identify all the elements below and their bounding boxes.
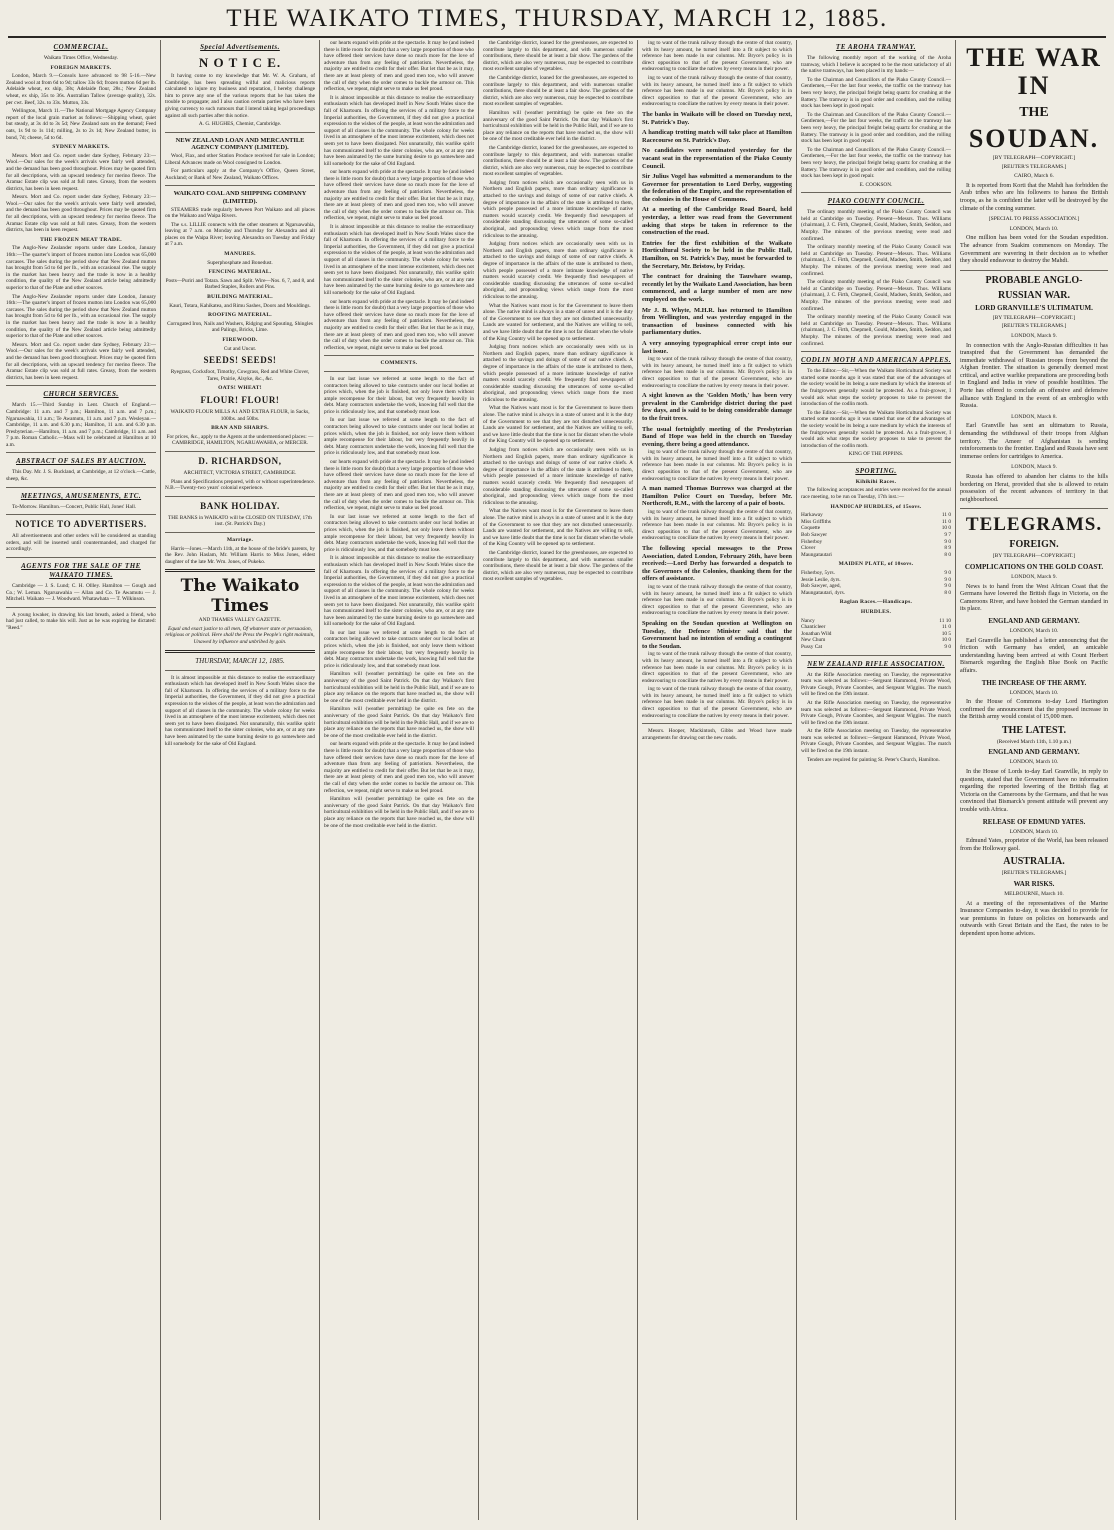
horse-name: Harkaway [801, 512, 823, 519]
telegraph-tag: [BY TELEGRAPH—COPYRIGHT.] [992, 155, 1076, 161]
trotting-item: A handicap trotting match will take place at Hamilton Racecourse on St. Patrick's Day. [642, 129, 792, 144]
divider [642, 723, 792, 724]
frozen-meat-heading: THE FROZEN MEAT TRADE. [40, 236, 122, 243]
local-text: ing to want of the trunk railway through the centre of that country, with its heavy amount, he turned itself into a fit subject to which reference has been made in our columns. Mr. Bryce's policy is in direct opposition to that of the present Government, who are endeavouring to conciliate the natives by every means in their power. [642, 40, 792, 73]
horse-weight: 9 0 [944, 583, 951, 590]
russia-text-3: Russia has offered to abandon her claims to the hills bordering on Herat, provided that she is allowed to retain possession of the recent advances of territory in that neighbourhood. [960, 474, 1108, 503]
divider [6, 385, 156, 386]
firewood-heading: FIREWOOD. [222, 337, 258, 343]
divider [960, 508, 1108, 509]
race-entry-row [801, 519, 951, 526]
yates-dateline: LONDON, March 10. [1009, 828, 1059, 835]
horse-name: Bob Sawyer, aged, [801, 583, 841, 590]
roofing-heading: ROOFING MATERIAL. [208, 312, 272, 319]
reuters-tag: [REUTER'S TELEGRAMS.] [1001, 323, 1067, 330]
war-headline-line-2: THE [1019, 105, 1049, 120]
rifle-association-text-3: At the Rifle Association meeting on Tuesday, the representative team was selected as follows:—Sergeant Hammond, Private Wood, Private Gough, Private Coombes, and Sergeant Wiggins. The match will be fired on the 19th instant. [801, 728, 951, 755]
gold-coast-dateline: LONDON, March 9. [1011, 573, 1057, 580]
race-entry-row [801, 577, 951, 584]
column-rule [319, 40, 320, 1520]
melbourne-dateline: MELBOURNE, March 10. [1004, 891, 1064, 897]
wellington-market-text: Wellington, March 11.—The National Mortgage Agency Company report of the local grain market as follows:—Shipping wheat, quiet but steady, at 3s 4d to 3s 5d; New Zealand oats on the demand; Feed oats, 1s 9d to 1s 11d; milling, 2s to 2s 1d; New Zealand butter, in bond, 7d; cheese, 5d to 6d. [6, 108, 156, 141]
prices-text: For prices, &c., apply to the Agents at the undermentioned places: — CAMBRIDGE, HAMILTON, NGARUAWAHIA, or MERCER. [166, 433, 314, 447]
rifle-association-text: At the Rifle Association meeting on Tuesday, the representative team was selected as follows:—Sergeant Hammond, Private Wood, Private Gough, Private Coombes, and Sergeant Wiggins. The match will be fired on the 19th instant. [801, 671, 951, 698]
marriage-text: Harris—Jones.—March 11th, at the house of the bride's parents, by the Rev. John Haslam, Mr. William Harris to Miss Jones, eldest daughter of the late Mr. Wm. Jones, of Pukeko. [165, 545, 315, 565]
richardson-text: Plans and Specifications prepared, with or without superintendence. N.B.—Twenty-two years' colonial experience. [165, 478, 315, 492]
anglo-russian-headline-1: PROBABLE ANGLO- [985, 274, 1083, 286]
divider [801, 462, 951, 463]
horse-name: Maungatautari [801, 551, 832, 558]
column-editorial-2 [483, 40, 633, 1520]
native-chiefs-text-2: Judging from notices which are occasionally seen with us in Northern and English papers, more than ordinary significance is attached to the savings and doings of some of our native chiefs. A degree of importance in the affairs of the state is attributed to them, which people possessed of a more intimate knowledge of native matters would scarcely credit. We frequently find newspapers of considerable standing discussing the utterances of some so-called aboriginal, and propounding views which range from the most ridiculous to the amusing. [483, 241, 633, 300]
comments-text-4: In our last issue we referred at some length to the fact of contractors being allowed to take contracts under our local bodies at prices which, when the job is finished, not only leave them without ample recompense for their labour, but very frequently heavily in debt. Many contractors undertake the work, knowing full well that the price is ridiculously low, and that somebody must lose. [324, 513, 474, 553]
divider [6, 487, 156, 488]
richardson-heading: D. RICHARDSON, [198, 455, 282, 466]
reuters-tag: [REUTER'S TELEGRAMS.] [1001, 163, 1067, 170]
nzla-text: Wool, Flax, and other Station Produce received for sale in London; Liberal Advances made on Wool consigned to London. [165, 152, 315, 166]
seeds-heading: SEEDS! SEEDS! [203, 355, 277, 366]
russia-text-2: Earl Granville has sent an ultimatum to Russia, demanding the withdrawal of their troops from Afghan territory. The Ameer of Afghanistan is sending reinforcements to the frontier. England and Russia have sent immense orders for cartridges to America. [960, 423, 1108, 460]
rifle-association-heading: NEW ZEALAND RIFLE ASSOCIATION. [807, 659, 945, 668]
soudan-question-text-2: ing to want of the trunk railway through the centre of that country, with its heavy amount, he turned itself into a fit subject to which reference has been made in our columns. Mr. Bryce's policy is in direct opposition to that of the present Government, who are endeavouring to conciliate the natives by every means in their power. [642, 686, 792, 719]
roofing-text: Corrugated Iron, Nails and Washers, Ridging and Spouting, Shingles and Palings, Bricks, Lime. [167, 320, 313, 334]
tramway-report-2: To the Chairman and Councillors of the Piako County Council.—Gentlemen,—For the last four weeks, the traffic on the tramway has been very heavy, the principal freight being quartz for crushing at the Battery. The tramway is in good order and condition, and the rolling stock has been kept in good repair. [801, 111, 951, 145]
masthead-rule [8, 36, 1106, 38]
editorial-continued-4: It is almost impossible at this distance to realise the extraordinary enthusiasm which has developed itself in New South Wales since the fall of Khartoum. In offering the services of a military force to the Imperial authorities, the Government, if they did not give a practical expression to the wishes of the people, at least won the admiration and support of all classes in the community. The whole colony for weeks lived in an atmosphere of the most intense excitement, which does not seem yet to have been dissipated. Not unnaturally, this warlike spirit has communicated itself to the sister colonies, who are, or at any rate have been animated by the same burning desire to go somewhere and kill somebody for the sake of Old England. [324, 224, 474, 296]
horse-name: Clover [801, 545, 816, 552]
telegrams-headline: TELEGRAMS. [965, 514, 1103, 536]
codlin-moth-signature: KING OF THE PIPPINS. [848, 451, 904, 458]
sporting-heading: SPORTING. [855, 466, 897, 475]
column-editorial [324, 40, 474, 1520]
agents-text: Cambridge — J. S. Lund; C. H. Ollley. Hamilton — Gough and Co.; W. Leman. Ngaruawahia — Allan and Co. Te Awamutu — J. Mitchell. Waikato — J. Woodward. Whatawhata — T. Wilkinson. [6, 583, 156, 603]
horse-name: Maungatautari, 4yrs. [801, 589, 845, 596]
divider [165, 132, 315, 133]
column-telegrams [960, 40, 1108, 1520]
horse-weight: 9 0 [944, 576, 951, 583]
granville-headline: LORD GRANVILLE'S ULTIMATUM. [975, 303, 1093, 312]
horse-weight: 9 0 [944, 570, 951, 576]
seeds-text: Ryegrass, Cocksfoot, Timothy, Cowgrass, Red and White Clover, Tares, Prairie, Alsyke, &c., &c. [170, 369, 310, 382]
race-entry-row [801, 570, 951, 577]
horse-name: Pussy Cat [801, 643, 823, 650]
horse-name: Bob Sawyer [801, 532, 828, 539]
sydney-heading: SYDNEY MARKETS. [52, 144, 110, 151]
paper-nameplate: The Waikato Times [180, 576, 300, 617]
race-entry-row [801, 539, 951, 546]
building-heading: BUILDING MATERIAL. [207, 294, 273, 301]
tramway-report-3: To the Chairman and Councillors of the Piako County Council.—Gentlemen,—For the last four weeks, the traffic on the tramway has been very heavy, the principal freight being quartz for crushing at the Battery. The tramway is in good order and condition, and the rolling stock has been kept in good repair. [801, 146, 951, 180]
frozen-meat-text: The Anglo-New Zealander reports under date London, January 16th:—The quarter's import of frozen mutton into London was 65,000 carcases. The sales during the period show that New Zealand mutton has brought from 5d to 6d per lb., with an occasional rise. The supply in the market has been heavy and the trade is now in a healthy condition, the quality of the New Zealand article being admittedly superior to that of the Plate and other sources. [6, 245, 156, 291]
horse-weight: 8 9 [944, 545, 951, 552]
notice-ad-title: N O T I C E. [198, 55, 282, 70]
army-text: In the House of Commons to-day Lord Hartington confirmed the announcement that the proposed increase in the British army would consist of 15,000 men. [960, 699, 1108, 721]
london-dateline: LONDON, March 10. [1009, 225, 1059, 232]
frozen-meat-text-cont: The Anglo-New Zealander reports under date London, January 16th:—The quarter's import of frozen mutton into London was 65,000 carcases. The sales during the period show that New Zealand mutton has brought from 5d to 6d per lb., with an occasional rise. The supply in the market has been heavy and the trade is now in a healthy condition, the quality of the New Zealand article being admittedly superior to that of the Plate and other sources. [6, 293, 156, 340]
burrows-text: ing to want of the trunk railway through the centre of that country, with its heavy amount, he turned itself into a fit subject to which reference has been made in our columns. Mr. Bryce's policy is in direct opposition to that of the present Government, who are endeavouring to conciliate the natives by every means in their power. [642, 509, 792, 542]
column-local-news [642, 40, 792, 1520]
divider [324, 355, 474, 356]
horse-name: Nancy [801, 617, 815, 624]
fencing-text: Posts—Puriri and Totara. Sawn and Split. Wire—Nos. 6, 7, and 8, and Barbed Staples, Rollers and Pins. [165, 277, 315, 291]
masthead-title: THE WAIKATO TIMES, THURSDAY, MARCH 12, 1885. [226, 5, 888, 32]
horse-name: Chanticleer [801, 624, 826, 631]
commercial-dateline: Waikato Times Office, Wednesday. [43, 55, 119, 61]
kihikihi-text: The following acceptances and entries were received for the annual race meeting, to be run on Tuesday, 17th inst.:— [801, 487, 951, 501]
manures-heading: MANURES. [224, 251, 256, 258]
russia-dateline-3: LONDON, March 9. [1011, 464, 1057, 471]
reuters-tag: [REUTER'S TELEGRAMS.] [1001, 870, 1067, 877]
abstract-text: This Day. Mr. J. S. Buckland, at Cambridge, at 12 o'clock.—Cattle, sheep, &c. [6, 469, 156, 483]
piako-council-text-2: The ordinary monthly meeting of the Piako County Council was held at Cambridge on Tuesday. Present—Messrs. Thos. Williams (chairman), J. C. Firth, Chepmell, Gould, Madsen, Smith, Seddon, and Murphy. The minutes of the previous meeting were read and confirmed. [801, 244, 951, 277]
frozen-meat-text-more: Messrs. Mort and Co. report under date Sydney, February 23:—Wool.—Our sales for the week's arrivals were fairly well attended, and the demand has been good throughout. Prices may be quoted firm for all descriptions, with an upward tendency for merino fleece. The Aramac Estate clip was sold at full rates. Greasy, from the western districts, has been in keen request. [6, 341, 156, 381]
typo-text: ing to want of the trunk railway through the centre of that country, with its heavy amount, he turned itself into a fit subject to which reference has been made in our columns. Mr. Bryce's policy is in direct opposition to that of the present Government, who are endeavouring to conciliate the natives by every means in their power. [642, 356, 792, 389]
fencing-heading: FENCING MATERIAL. [208, 269, 272, 276]
horse-weight: 10 5 [941, 630, 951, 637]
divider [6, 557, 156, 558]
horse-weight: 8 0 [944, 589, 951, 596]
column-rule [955, 40, 956, 1520]
flour-text: WAIKATO FLOUR MILLS A1 AND EXTRA FLOUR, in Sacks, 100lbs. and 50lbs. [170, 408, 310, 422]
soudan-question-item: Speaking on the Soudan question at Wellington on Tuesday, the Defence Minister said that the Government had no intention of sending a contingent to the Soudan. [642, 619, 792, 650]
race-entry-row [801, 512, 951, 519]
flour-heading: FLOUR! FLOUR! [200, 394, 280, 405]
race-entry-row [801, 631, 951, 638]
handicap-table [801, 512, 951, 558]
anglo-russian-headline-2: RUSSIAN WAR. [997, 289, 1071, 301]
manures-text: Superphosphate and Bonedust. [207, 259, 273, 266]
agents-heading: AGENTS FOR THE SALE OF THE WAIKATO TIMES. [21, 562, 141, 580]
native-chiefs-text-8: the Cambridge district, loaned for the greenhouses, are expected to contribute largely to this department, and with numerous smaller contributions, there should be at least a fair show. The gardens of the district, which are also very numerous, may be expected to contribute most excellent samples of vegetables. [483, 549, 633, 583]
divider [165, 532, 315, 533]
closing-anecdote: A young kwaker, in drawing his last breath, asked a friend, who had just called, to make his will. Just as he was expiring he dictated: "Reed." [6, 611, 156, 631]
meetings-text: To-Morrow. Hamilton.—Concert, Public Hall, Jones' Hall. [12, 503, 137, 510]
banks-item: The banks in Waikato will be closed on Tuesday next, St. Patrick's Day. [642, 110, 792, 126]
kihikihi-heading: Kihikihi Races. [855, 478, 897, 485]
russia-dateline: LONDON, March 9. [1011, 332, 1057, 339]
horse-name: New Chum [801, 637, 826, 644]
foreign-headline: FOREIGN. [1009, 539, 1059, 551]
raglan-heading: Raglan Races.—Handicaps. [839, 599, 913, 606]
horse-weight: 10 0 [941, 525, 951, 532]
divider [6, 452, 156, 453]
band-of-hope-item: The usual fortnightly meeting of the Presbyterian Band of Hope was held in the church on Tuesday evening, there being a good attendance. [642, 425, 792, 448]
notice-advertisers-heading: NOTICE TO ADVERTISERS. [15, 519, 147, 530]
horticultural-continued-2: the Cambridge district, loaned for the greenhouses, are expected to contribute largely to this department, and with numerous smaller contributions, there should be at least a fair show. The gardens of the district, which are also very numerous, may be expected to contribute most excellent samples of vegetables. [483, 74, 633, 108]
horse-name: Coquette [801, 525, 821, 532]
abstract-heading: ABSTRACT OF SALES BY AUCTION. [16, 457, 146, 466]
draining-item: The contract for draining the Tauwhare swamp, recently let by the Waikato Land Association, has been commenced, and a large number of men are now employed on the work. [642, 273, 792, 303]
firewood-text: Cut and Uncut. [223, 345, 257, 352]
editorial-continued-3: our hearts expand with pride at the spectacle. It may be (and indeed there is little room for doubt) that a very large proportion of those who have offered their services have done so much more for the love of adventure than from any feeling of patriotism. Nevertheless, the majority are entitled to credit for their offer. But let that be as it may, there are at least plenty of men and good men too, who will answer the call of duty when the order comes to buckle the armour on. This reflection, we repeat, might serve to make us feel proud. [324, 169, 474, 222]
press-association-tag: [SPECIAL TO PRESS ASSOCIATION.] [988, 216, 1080, 223]
nzla-text-2: For particulars apply at the Company's Office, Queen Street, Auckland; or Bank of New Zealand, Waikato Offices. [165, 168, 315, 181]
native-chiefs-text-6: Judging from notices which are occasionally seen with us in Northern and English papers, more than ordinary significance is attached to the savings and doings of some of our native chiefs. A degree of importance in the affairs of the state is attributed to them, which people possessed of a more intimate knowledge of native matters would scarcely credit. We frequently find newspapers of considerable standing discussing the utterances of some so-called aboriginal, and propounding views which range from the most ridiculous to the amusing. [483, 447, 633, 506]
war-headline-line-1: THE WAR IN [966, 43, 1102, 100]
native-chiefs-text-4: Judging from notices which are occasionally seen with us in Northern and English papers, more than ordinary significance is attached to the savings and doings of some of our native chiefs. A degree of importance in the affairs of the state is attributed to them, which people possessed of a more intimate knowledge of native matters would scarcely credit. We frequently find newspapers of considerable standing discussing the utterances of some so-called aboriginal, and propounding views which range from the most ridiculous to the amusing. [483, 344, 633, 403]
coal-company-text: STEAMERS trade regularly between Port Waikato and all places on the Waikato and Waipa Rivers. [165, 206, 315, 220]
horticultural-text-3: our hearts expand with pride at the spectacle. It may be (and indeed there is little room for doubt) that a very large proportion of those who have offered their services have done so much more for the love of adventure than from any feeling of patriotism. Nevertheless, the majority are entitled to credit for their offer. But let that be as it may, there are at least plenty of men and good men too, who will answer the call of duty when the order comes to buckle the armour on. This reflection, we repeat, might serve to make us feel proud. [324, 741, 474, 794]
army-dateline: LONDON, March 10. [1009, 689, 1059, 696]
divider [165, 185, 315, 186]
horse-name: Miss Griffiths [801, 518, 831, 525]
horse-weight: 9 7 [944, 532, 951, 539]
typo-item: A very annoying typographical error crept into our last issue. [642, 339, 792, 355]
meetings-heading: MEETINGS, AMUSEMENTS, ETC. [20, 491, 142, 500]
russia-text: In connection with the Anglo-Russian difficulties it has transpired that the Government has demanded the immediate withdrawal of Russian troops from beyond the Afghan frontier. The situation is generally deemed most critical, and active warlike preparations are proceeding both in England and India in view of possible hostilities. The Porte has offered to conclude an offensive and defensive alliance with England in the event of an embroglio with Russia. [960, 342, 1108, 410]
latest-text: In the House of Lords to-day Earl Granville, in reply to questions, stated that the Government have no information regarding the reported lowering of the British flag at Victoria on the Cameroons by the Germans, and that he was convinced that Bismarck's present attitude will prevent any trouble with Africa. [960, 769, 1108, 814]
divider [165, 451, 315, 452]
latest-received-tag: (Received March 11th, 1.10 p.m.) [996, 738, 1072, 745]
race-entry-row [801, 590, 951, 597]
horticultural-continued-3: Hamilton will (weather permitting) be quite en fete on the anniversary of the good Saint Patrick. On that day Waikato's first horticultural exhibition will be held in the Public Hall, and if we are to place any reliance on the reports that have reached us, the show will be one of the most creditable ever held in the district. [483, 109, 633, 143]
comments-heading: COMMENTS. [380, 360, 418, 367]
army-headline: THE INCREASE OF THE ARMY. [981, 678, 1087, 687]
horticultural-continued: the Cambridge district, loaned for the greenhouses, are expected to contribute largely to this department, and with numerous smaller contributions, there should be at least a fair show. The gardens of the district, which are also very numerous, may be expected to contribute most excellent samples of vegetables. [483, 40, 633, 73]
gold-coast-headline: COMPLICATIONS ON THE GOLD COAST. [964, 562, 1104, 571]
divider [6, 514, 156, 515]
native-chiefs-text-7: What the Natives want most is for the Government to leave them alone. The native mind is always in a state of unrest and it is the duty of the Government to see that they are not disturbed unnecessarily. Lands are wanted for settlement, and the Natives are willing to sell, and we have little doubt that the time is not far distant when the whole of the King Country will be opened up to settlement. [483, 508, 633, 548]
comments-text: In our last issue we referred at some length to the fact of contractors being allowed to take contracts under our local bodies at prices which, when the job is finished, not only leave them without ample recompense for their labour, but very frequently heavily in debt. Many contractors undertake the work, knowing full well that the price is ridiculously low, and that somebody must lose. [324, 375, 474, 415]
column-rule [637, 40, 638, 1520]
oats-wheat-heading: OATS! WHEAT! [218, 385, 262, 392]
soudan-question-text: ing to want of the trunk railway through the centre of that country, with its heavy amount, he turned itself into a fit subject to which reference has been made in our columns. Mr. Bryce's policy is in direct opposition to that of the present Government, who are endeavouring to conciliate the natives by every means in their power. [642, 651, 792, 684]
comments-text-2: In our last issue we referred at some length to the fact of contractors being allowed to take contracts under our local bodies at prices which, when the job is finished, not only leave them without ample recompense for their labour, but very frequently heavily in debt. Many contractors undertake the work, knowing full well that the price is ridiculously low, and that somebody must lose. [324, 417, 474, 457]
horse-weight: 9 0 [944, 643, 951, 650]
piako-council-text-3: The ordinary monthly meeting of the Piako County Council was held at Cambridge on Tuesday. Present—Messrs. Thos. Williams (chairman), J. C. Firth, Chepmell, Gould, Madsen, Smith, Seddon, and Murphy. The minutes of the previous meeting were read and confirmed. [801, 279, 951, 312]
england-germany-headline: ENGLAND AND GERMANY. [988, 616, 1080, 625]
comments-text-6: In our last issue we referred at some length to the fact of contractors being allowed to take contracts under our local bodies at prices which, when the job is finished, not only leave them without ample recompense for their labour, but very frequently heavily in debt. Many contractors undertake the work, knowing full well that the price is ridiculously low, and that somebody must lose. [324, 629, 474, 669]
piako-council-text-4: The ordinary monthly meeting of the Piako County Council was held at Cambridge on Tuesday. Present—Messrs. Thos. Williams (chairman), J. C. Firth, Chepmell, Gould, Madsen, Smith, Seddon, and Murphy. The minutes of the previous meeting were read and confirmed. [801, 314, 951, 347]
commercial-heading: COMMERCIAL. [53, 43, 109, 51]
notice-ad-signature: A. G. HUGHES, Chemist, Cambridge. [198, 121, 282, 128]
column-rule [160, 40, 161, 1520]
horse-weight: 10 0 [941, 637, 951, 644]
nzla-heading: NEW ZEALAND LOAN AND MERCANTILE AGENCY COMPANY (LIMITED). [175, 136, 305, 152]
horse-weight: 11 0 [941, 624, 951, 631]
editorial-continued: our hearts expand with pride at the spectacle. It may be (and indeed there is little room for doubt) that a very large proportion of those who have offered their services have done so much more for the love of adventure than from any feeling of patriotism. Nevertheless, the majority are entitled to credit for their offer. But let that be as it may, there are at least plenty of men and good men too, who will answer the call of duty when the order comes to buckle the armour on. This reflection, we repeat, might serve to make us feel proud. [324, 40, 474, 93]
london-market-text: London, March 9.—Consols have advanced to 98 5-16.—New Zealand wool at from 6d to 9d; tallow 33s 6d; frozen mutton 6d per lb. Adelaide wheat, ex ship, 38s; Adelaide flour, 28s.; New Zealand wheat, ex ship, 35s to 36s. Australian Tallow (average quality), 32s. per cwt. Beef, 32s. to 33s. Mutton, 33s. [6, 73, 156, 106]
column-rule [478, 40, 479, 1520]
race-entry-row [801, 644, 951, 651]
column-reports [801, 40, 951, 1520]
war-risks-headline: WAR RISKS. [1013, 880, 1055, 888]
piako-council-text: The ordinary monthly meeting of the Piako County Council was held at Cambridge on Tuesday. Present—Messrs. Thos. Williams (chairman), J. C. Firth, Chepmell, Gould, Madsen, Smith, Seddon, and Murphy. The minutes of the previous meeting were read and confirmed. [801, 209, 951, 242]
horse-name: Jonathan Wild [801, 630, 832, 637]
candidates-item: No candidates were nominated yesterday for the vacant seat in the representation of the Piako County Council. [642, 147, 792, 170]
coal-company-text-2: The s.s. LILLIE connects with the other steamers at Ngaruawahia, leaving at 7 a.m. on Monday and Thursday for Alexandra and all places on the Waipa River; leaving Alexandra on Tuesday and Friday at 7 a.m. [165, 221, 315, 248]
coal-company-heading: WAIKATO COAL AND SHIPPING COMPANY (LIMITED). [173, 190, 307, 205]
richardson-subheading: ARCHITECT, VICTORIA STREET, CAMBRIDGE. [183, 469, 297, 476]
maiden-plate-heading: MAIDEN PLATE, of 10sovs. [838, 561, 914, 568]
tramway-signature: E. COOKSON. [859, 181, 893, 188]
notice-ad-text: It having come to my knowledge that Mr. W. A. Graham, of Cambridge, has been spreading wilful and malicious reports calculated to injure my business and reputation, I hereby challenge him to prove any one of the various reports that he has taken the trouble to propagate; and I also caution certain parties who have been giving currency to such rumours that I intend taking legal proceedings against all such parties after this notice. [165, 73, 315, 119]
race-entry-row [801, 552, 951, 559]
piako-council-heading: PIAKO COUNTY COUNCIL. [827, 197, 925, 206]
raglan-table [801, 618, 951, 651]
band-of-hope-text: ing to want of the trunk railway through the centre of that country, with its heavy amount, he turned itself into a fit subject to which reference has been made in our columns. Mr. Bryce's policy is in direct opposition to that of the present Government, who are endeavouring to conciliate the natives by every means in their power. [642, 449, 792, 482]
race-entry-row [801, 624, 951, 631]
divider [6, 607, 156, 608]
race-entry-row [801, 532, 951, 539]
race-entry-row [801, 545, 951, 552]
foreign-markets-heading: FOREIGN MARKETS. [50, 64, 112, 71]
vogel-item: Sir Julius Vogel has submitted a memorandum to the Governor for presentation to Lord Derby, suggesting the federation of the Empire, and the representation of the colonies in the House of Commons. [642, 173, 792, 203]
bank-holiday-text: THE BANKS in WAIKATO will be CLOSED ON TUESDAY, 17th inst. (St. Patrick's Day.) [168, 514, 312, 528]
church-services-text: March 15.—Third Sunday in Lent. Church of England.—Cambridge: 11 a.m. and 7 p.m.; Hamilton, 11 a.m. and 7 p.m.; Ngaruawahia, 11 a.m.; Te Awamutu, 11 a.m. and 7 p.m. Wesleyan.—Cambridge, 11 a.m. and 6.30 p.m.; Hamilton, 11 a.m. and 6.30 p.m. Presbyterian.—Hamilton, 11 a.m. and 7 p.m.; Cambridge, 11 a.m. and 7 p.m. Roman Catholic.—Mass will be celebrated at Hamilton at 10 a.m. [6, 402, 156, 448]
latest-dateline: LONDON, March 10. [1009, 759, 1059, 766]
divider [165, 670, 315, 671]
war-risks-text: At a meeting of the representatives of the Marine Insurance Companies to-day, it was decided to provide for war premiums in future on policies on homewards and outwards with Great Britain and the East, the rates to be dependent upon home advices. [960, 900, 1108, 937]
divider [801, 655, 951, 656]
cairo-dateline: CAIRO, March 6. [1014, 173, 1054, 180]
double-rule [165, 569, 315, 572]
divider [801, 351, 951, 352]
telegraph-tag: [BY TELEGRAPH—COPYRIGHT.] [992, 553, 1076, 560]
notice-advertisers-text: All advertisements and other orders will be considered as standing orders, and will be inserted until countermanded, and charged for accordingly. [6, 533, 156, 553]
tramway-heading: TE AROHA TRAMWAY. [835, 43, 917, 51]
column-advertisements [165, 40, 315, 1520]
comments-text-5: It is almost impossible at this distance to realise the extraordinary enthusiasm which has developed itself in New South Wales since the fall of Khartoum. In offering the services of a military force to the Imperial authorities, the Government, if they did not give a practical expression to the wishes of the people, at least won the admiration and support of all classes in the community. The whole colony for weeks lived in an atmosphere of the most intense excitement, which does not seem yet to have been dissipated. Not unnaturally, this warlike spirit has communicated itself to the sister colonies, who are, or at any rate have been animated by the same burning desire to go somewhere and kill somebody for the sake of Old England. [324, 555, 474, 628]
bank-holiday-heading: BANK HOLIDAY. [200, 500, 280, 511]
tenders-notice: Tenders are required for painting St. Peter's Church, Hamilton. [807, 756, 940, 763]
codlin-moth-text-2: To the Editor.—Sir,—When the Waikato Horticultural Society was started some months ago it was stated that one of the advantages of the society would be its being a sure medium by which the interests of the fruitgrowers generally would be protected. As a fruit-grower, I would ask what steps the society proposes to take to prevent the introduction of the codlin moth. [801, 409, 951, 449]
yates-headline: RELEASE OF EDMUND YATES. [982, 817, 1086, 826]
horse-weight: 9 0 [944, 538, 951, 545]
horticultural-continued-4: the Cambridge district, loaned for the greenhouses, are expected to contribute largely to this department, and with numerous smaller contributions, there should be at least a fair show. The gardens of the district, which are also very numerous, may be expected to contribute most excellent samples of vegetables. [483, 144, 633, 178]
tramway-report: To the Chairman and Councillors of the Piako County Council.—Gentlemen,—For the last four weeks, the traffic on the tramway has been very heavy, the principal freight being quartz for crushing at the Battery. The tramway is in good order and condition, and the rolling stock has been kept in good repair. [801, 76, 951, 110]
race-entry-row [801, 618, 951, 625]
divider [324, 371, 474, 372]
divider [960, 270, 1108, 271]
burrows-item: A man named Thomas Burrows was charged at the Hamilton Police Court on Tuesday, before Mr. Northcroft, R.M., with the larceny of a pair of boots. [642, 485, 792, 508]
latest-subheadline: ENGLAND AND GERMANY. [988, 748, 1080, 757]
yates-text: Edmund Yates, proprietor of the World, has been released from the Holloway gaol. [960, 838, 1108, 852]
race-entry-row [801, 637, 951, 644]
column-rule [796, 40, 797, 1520]
editorial-continued-5: our hearts expand with pride at the spectacle. It may be (and indeed there is little room for doubt) that a very large proportion of those who have offered their services have done so much more for the love of adventure than from any feeling of patriotism. Nevertheless, the majority are entitled to credit for their offer. But let that be as it may, there are at least plenty of men and good men too, who will answer the call of duty when the order comes to buckle the armour on. This reflection, we repeat, might serve to make us feel proud. [324, 298, 474, 351]
building-text: Kauri, Totara, Kahikatea, and Rimu Sashes, Doors and Mouldings. [169, 302, 311, 309]
horse-name: Fisherboy [801, 538, 823, 545]
london-war-text: One million has been voted for the Soudan expedition. The advance from Suakim commences on Monday. The Government are wavering in their decision as to whether they should endeavour to destroy the Mahdi. [960, 235, 1108, 265]
latest-headline: THE LATEST. [1001, 724, 1067, 736]
maiden-table [801, 570, 951, 596]
divider [801, 192, 951, 193]
editorial-text: It is almost impossible at this distance to realise the extraordinary enthusiasm which has developed itself in New South Wales since the fall of Khartoum. In offering the services of a military force to the Imperial authorities, the Government, if they did not give a practical expression to the wishes of the people, at least won the admiration and support of all classes in the community. The whole colony for weeks lived in an atmosphere of the most intense excitement, which does not seem yet to have been dissipated. Not unnaturally, this warlike spirit has communicated itself to the sister colonies, who are, or at any rate have been animated by the same burning desire to go somewhere and kill somebody for the sake of Old England. [165, 674, 315, 747]
tramway-intro: The following monthly report of the working of the Aroha tramway, which I believe is accepted to be the most satisfactory of all the native tramways, has been placed in my hands:— [801, 55, 951, 75]
comments-text-3: our hearts expand with pride at the spectacle. It may be (and indeed there is little room for doubt) that a very large proportion of those who have offered their services have done so much more for the love of adventure than from any feeling of patriotism. Nevertheless, the majority are entitled to credit for their offer. But let that be as it may, there are at least plenty of men and good men too, who will answer the call of duty when the order comes to buckle the armour on. This reflection, we repeat, might serve to make us feel proud. [324, 459, 474, 512]
raglan-subheading: HURDLES. [860, 608, 892, 615]
special-messages-item: The following special messages to the Press Association, dated London, February 26th, have been received:—Lord Derby has forwarded a despatch to the Governors of the Colonies, thanking them for the offers of assistance. [642, 545, 792, 583]
church-services-heading: CHURCH SERVICES. [43, 390, 119, 399]
special-messages-text: ing to want of the trunk railway through the centre of that country, with its heavy amount, he turned itself into a fit subject to which reference has been made in our columns. Mr. Bryce's policy is in direct opposition to that of the present Government, who are endeavouring to conciliate the natives by every means in their power. [642, 583, 792, 617]
race-entry-row [801, 583, 951, 590]
codlin-moth-heading: CODLIN MOTH AND AMERICAN APPLES. [801, 356, 951, 365]
special-ads-heading: Special Advertisements. [200, 43, 280, 51]
horse-name: Fisherboy, 5yrs. [801, 570, 835, 576]
horticultural-text-4: Hamilton will (weather permitting) be quite en fete on the anniversary of the good Saint Patrick. On that day Waikato's first horticultural exhibition will be held in the Public Hall, and if we are to place any reliance on the reports that have reached us, the show will be one of the most creditable ever held in the district. [324, 796, 474, 829]
russia-dateline-2: LONDON, March 8. [1011, 413, 1057, 420]
road-board-item: At a meeting of the Cambridge Road Board, held yesterday, a letter was read from the Government asking that steps be taken in reference to the construction of the road. [642, 206, 792, 237]
telegraph-tag: [BY TELEGRAPH—COPYRIGHT.] [992, 314, 1076, 321]
horse-weight: 8 0 [944, 551, 951, 558]
footnote-text: Messrs. Hooper, Mackintosh, Gibbs and Wood have made arrangements for drawing out the new roads. [642, 728, 792, 741]
horticultural-text: Hamilton will (weather permitting) be quite en fete on the anniversary of the good Saint Patrick. On that day Waikato's first horticultural exhibition will be held in the Public Hall, and if we are to place any reliance on the reports that have reached us, the show will be one of the most creditable ever held in the district. [324, 671, 474, 704]
horticultural-text-2: Hamilton will (weather permitting) be quite en fete on the anniversary of the good Saint Patrick. On that day Waikato's first horticultural exhibition will be held in the Public Hall, and if we are to place any reliance on the reports that have reached us, the show will be one of the most creditable ever held in the district. [324, 706, 474, 739]
codlin-moth-text: To the Editor.—Sir,—When the Waikato Horticultural Society was started some months ago it was stated that one of the advantages of the society would be its being a sure medium by which the interests of the fruitgrowers generally would be protected. As a fruit-grower, I would ask what steps the society proposes to take to prevent the introduction of the codlin moth. [801, 368, 951, 408]
double-rule [165, 650, 315, 653]
england-germany-dateline: LONDON, March 10. [1009, 627, 1059, 634]
handicap-hurdles-heading: HANDICAP HURDLES, of 15sovs. [830, 503, 922, 510]
war-headline-line-3: SOUDAN. [968, 124, 1100, 153]
bran-heading: BRAN AND SHARPS. [211, 425, 269, 432]
horse-weight: 11 0 [941, 512, 951, 519]
paper-subtitle: AND THAMES VALLEY GAZETTE. [198, 617, 282, 624]
editorial-continued-2: It is almost impossible at this distance to realise the extraordinary enthusiasm which has developed itself in New South Wales since the fall of Khartoum. In offering the services of a military force to the Imperial authorities, the Government, if they did not give a practical expression to the wishes of the people, at least won the admiration and support of all classes in the community. The whole colony for weeks lived in an atmosphere of the most intense excitement, which does not seem yet to have been dissipated. Not unnaturally, this warlike spirit has communicated itself to the sister colonies, who are, or at any rate have been animated by the same burning desire to go somewhere and kill somebody for the sake of Old England. [324, 94, 474, 167]
native-chiefs-text-5: What the Natives want most is for the Government to leave them alone. The native mind is always in a state of unrest and it is the duty of the Government to see that they are not disturbed unnecessarily. Lands are wanted for settlement, and the Natives are willing to sell, and we have little doubt that the time is not far distant when the whole of the King Country will be opened up to settlement. [483, 405, 633, 445]
sydney-text: Messrs. Mort and Co. report under date Sydney, February 23:—Wool.—Our sales for the week's arrivals were fairly well attended, and the demand has been good throughout. Prices may be quoted firm for all descriptions, with an upward tendency for merino fleece. The Aramac Estate clip was sold at full rates. Greasy, from the western districts, has been in keen request. [6, 152, 156, 192]
australia-headline: AUSTRALIA. [1003, 856, 1065, 868]
whyte-item: Mr J. B. Whyte, M.H.R. has returned to Hamilton from Wellington, and was yesterday engaged in the transaction of business connected with his parliamentary duties. [642, 306, 792, 337]
sydney-text-cont: Messrs. Mort and Co. report under date Sydney, February 23:—Wool.—Our sales for the week's arrivals were fairly well attended, and the demand has been good throughout. Prices may be quoted firm for all descriptions, with an upward tendency for merino fleece. The Aramac Estate clip was sold at full rates. Greasy, from the western districts, has been in keen request. [6, 194, 156, 234]
paper-motto: Equal and exact justice to all men, Of whatever state or persuasion, religious or political. Here shall the Press the People's right maintain, Unawed by influence and unbribed by gain. [165, 625, 315, 646]
divider [165, 496, 315, 497]
cairo-text: It is reported from Korti that the Mahdi has forbidden the Arab tribes who are his followers to harass the British troops, as he is confident the latter will be destroyed by the climate of the coming summer. [960, 182, 1108, 212]
column-commercial [6, 40, 156, 1520]
entries-item: Entries for the first exhibition of the Waikato Horticultural Society to be held in the Public Hall, Hamilton, on St. Patrick's Day, must be forwarded to the Secretary, Mr. Bristow, by Friday. [642, 239, 792, 270]
native-chiefs-text-3: What the Natives want most is for the Government to leave them alone. The native mind is always in a state of unrest and it is the duty of the Government to see that they are not disturbed unnecessarily. Lands are wanted for settlement, and the Natives are willing to sell, and we have little doubt that the time is not far distant when the whole of the King Country will be opened up to settlement. [483, 302, 633, 342]
race-entry-row [801, 525, 951, 532]
paper-date: THURSDAY, MARCH 12, 1885. [195, 656, 285, 665]
local-text-2: ing to want of the trunk railway through the centre of that country, with its heavy amount, he turned itself into a fit subject to which reference has been made in our columns. Mr. Bryce's policy is in direct opposition to that of the present Government, who are endeavouring to conciliate the natives by every means in their power. [642, 74, 792, 108]
rifle-association-text-2: At the Rifle Association meeting on Tuesday, the representative team was selected as follows:—Sergeant Hammond, Private Wood, Private Gough, Private Coombes, and Sergeant Wiggins. The match will be fired on the 19th instant. [801, 699, 951, 726]
marriage-heading: Marriage. [226, 536, 254, 543]
horse-weight: 11 0 [941, 518, 951, 525]
gold-coast-text: News is to hand from the West African Coast that the Germans have lowered the British flags in Victoria, on the Cameroons River, and have hoisted the German standard in its place. [960, 583, 1108, 613]
horse-name: Jessie Leslie, 4yrs. [801, 576, 841, 583]
england-germany-text: Earl Granville has published a letter announcing that the friction with Germany has ended, an amicable understanding having been arrived at with Count Herbert Bismarck regarding the English Blue Book on Pacific affairs. [960, 637, 1108, 674]
horse-weight: 11 10 [939, 617, 951, 624]
native-chiefs-text: Judging from notices which are occasionally seen with us in Northern and English papers, more than ordinary significance is attached to the savings and doings of some of our native chiefs. A degree of importance in the affairs of the state is attributed to them, which people possessed of a more intimate knowledge of native matters would scarcely credit. We frequently find newspapers of considerable standing discussing the utterances of some so-called aboriginal, and propounding views which range from the most ridiculous to the amusing. [483, 179, 633, 239]
golden-moth-item: A sight known as the 'Golden Moth,' has been very prevalent in the Cambridge district during the past few days, and is said to be doing considerable damage to the fruit trees. [642, 392, 792, 422]
